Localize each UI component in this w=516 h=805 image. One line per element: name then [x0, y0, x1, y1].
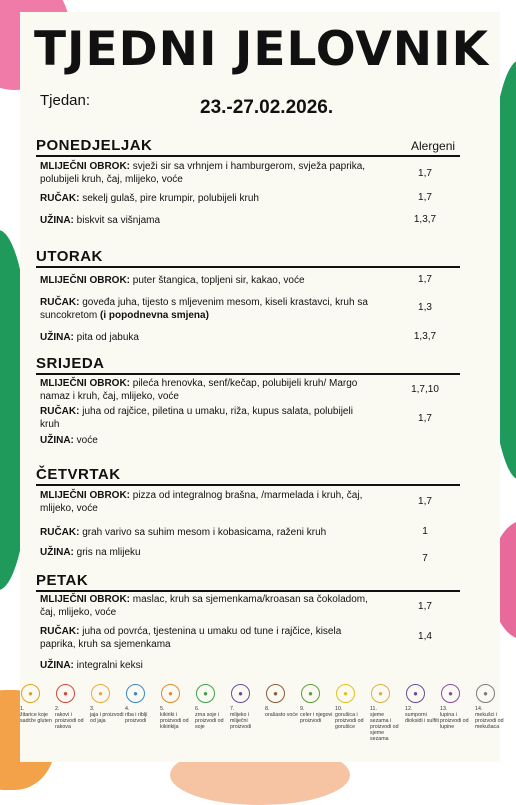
allergen-number: 4.	[125, 706, 130, 712]
divider	[36, 373, 460, 375]
fish-icon: ●	[126, 684, 145, 703]
allergen-text: gorušica i proizvodi od gorušice	[335, 712, 364, 730]
divider	[36, 266, 460, 268]
allergen-codes: 1,7	[418, 274, 432, 285]
sulphite-icon: ●	[406, 684, 425, 703]
day-heading: UTORAK	[36, 248, 103, 265]
meal-item: MLIJEČNI OBROK: puter štangica, topljeni sir, kakao, voće	[40, 275, 305, 286]
allergen-legend-item	[335, 684, 369, 730]
allergen-codes: 1,3	[418, 302, 432, 313]
allergen-codes: 1,7	[418, 168, 432, 179]
meal-item: RUČAK: goveđa juha, tijesto s mljevenim mesom, kiseli krastavci, kruh sa suncokretom (i popodnevna smjena)	[40, 297, 368, 321]
meal-item: UŽINA: voće	[40, 435, 98, 446]
allergen-number: 12.	[405, 706, 413, 712]
allergen-number: 8.	[265, 706, 270, 712]
allergen-number: 3.	[90, 706, 95, 712]
allergen-codes: 1,3,7	[413, 331, 437, 342]
allergen-text: kikiriki i proizvodi od kikirikija	[160, 712, 189, 730]
allergen-number: 6.	[195, 706, 200, 712]
allergen-text: zrna soje i proizvodi od soje	[195, 712, 224, 730]
meal-item: MLIJEČNI OBROK: maslac, kruh sa sjemenkama/kroasan sa čokoladom, čaj, mlijeko, voće	[40, 594, 368, 618]
allergen-codes: 1,7	[418, 496, 432, 507]
meal-item: RUČAK: juha od povrća, tjestenina u umaku od tune i rajčice, kisela paprika, kruh sa sjemenkama	[40, 626, 342, 650]
allergen-text: orašasto voće	[265, 712, 298, 718]
allergen-codes: 1,3,7	[413, 214, 437, 225]
allergen-codes: 1,7	[418, 413, 432, 424]
soy-icon: ●	[196, 684, 215, 703]
allergen-codes: 7	[422, 553, 428, 564]
day-heading: SRIJEDA	[36, 355, 105, 372]
allergen-text: rakovi i proizvodi od rakova	[55, 712, 84, 730]
allergen-legend-item	[440, 684, 474, 730]
allergen-number: 11.	[370, 706, 377, 712]
mustard-icon: ●	[336, 684, 355, 703]
peanut-icon: ●	[161, 684, 180, 703]
meal-item: MLIJEČNI OBROK: svježi sir sa vrhnjem i hamburgerom, svježa paprika, polubijeli kruh, čaj, mlijeko, voće	[40, 161, 366, 185]
allergen-legend-item	[230, 684, 264, 730]
allergen-legend-item	[405, 684, 439, 724]
allergen-number: 1.	[20, 706, 25, 712]
allergen-number: 7.	[230, 706, 235, 712]
crab-icon: ●	[56, 684, 75, 703]
allergen-text: žitarice koje sadrže gluten	[20, 712, 52, 724]
allergen-legend	[20, 684, 504, 744]
allergen-legend-item	[55, 684, 89, 730]
allergen-codes: 1	[422, 526, 428, 537]
allergen-number: 2.	[55, 706, 60, 712]
allergen-text: jaja i proizvodi od jaja	[90, 712, 124, 724]
allergen-number: 5.	[160, 706, 165, 712]
meal-item: MLIJEČNI OBROK: pizza od integralnog brašna, /marmelada i kruh, čaj, mlijeko, voće	[40, 490, 363, 514]
allergen-number: 14.	[475, 706, 483, 712]
allergen-number: 13.	[440, 706, 448, 712]
day-heading: PONEDJELJAK	[36, 137, 153, 154]
allergens-header: Alergeni	[411, 139, 456, 153]
allergen-number: 10.	[335, 706, 343, 712]
allergen-legend-item	[125, 684, 159, 724]
mollusc-icon: ●	[476, 684, 495, 703]
meal-item: UŽINA: integralni keksi	[40, 660, 143, 671]
meal-item: RUČAK: sekelj gulaš, pire krumpir, polubijeli kruh	[40, 193, 259, 204]
allergen-codes: 1,7,10	[411, 384, 439, 395]
allergen-legend-item	[475, 684, 509, 730]
meal-item: UŽINA: gris na mlijeku	[40, 547, 141, 558]
lupin-icon: ●	[441, 684, 460, 703]
divider	[36, 590, 460, 592]
nut-icon: ●	[266, 684, 285, 703]
allergen-codes: 1,4	[418, 631, 432, 642]
meal-item: MLIJEČNI OBROK: pileća hrenovka, senf/kečap, polubijeli kruh/ Margo namaz i kruh, čaj, mlijeko, voće	[40, 378, 358, 402]
day-heading: PETAK	[36, 572, 89, 589]
egg-icon: ●	[91, 684, 110, 703]
allergen-legend-item	[160, 684, 194, 730]
sesame-icon: ●	[371, 684, 390, 703]
allergen-text: lupina i proizvodi od lupine	[440, 712, 469, 730]
meal-item: UŽINA: pita od jabuka	[40, 332, 139, 343]
celery-icon: ●	[301, 684, 320, 703]
milk-icon: ●	[231, 684, 250, 703]
allergen-legend-item	[370, 684, 404, 742]
wheat-icon: ●	[21, 684, 40, 703]
allergen-text: sjeme sezama i proizvodi od sjeme sezama	[370, 712, 399, 742]
allergen-text: sumporni dioksidi i sulfiti	[405, 712, 439, 724]
allergen-text: mekušci i proizvodi od mekušaca	[475, 712, 504, 730]
week-dates: 23.-27.02.2026.	[200, 97, 334, 118]
meal-item: RUČAK: grah varivo sa suhim mesom i kobasicama, raženi kruh	[40, 527, 327, 538]
week-label: Tjedan:	[40, 92, 91, 109]
divider	[36, 155, 460, 157]
allergen-text: mlijeko i mliječni proizvodi	[230, 712, 252, 730]
divider	[36, 484, 460, 486]
meal-item: RUČAK: juha od rajčice, piletina u umaku, riža, kupus salata, polubijeli kruh	[40, 406, 353, 430]
meal-item: UŽINA: biskvit sa višnjama	[40, 215, 161, 226]
page-title: TJEDNI JELOVNIK	[34, 22, 490, 77]
day-heading: ČETVRTAK	[36, 466, 121, 483]
allergen-legend-item	[90, 684, 124, 724]
allergen-number: 9.	[300, 706, 305, 712]
allergen-text: riba i riblji proizvodi	[125, 712, 148, 724]
allergen-codes: 1,7	[418, 601, 432, 612]
allergen-codes: 1,7	[418, 192, 432, 203]
allergen-text: celer i njegovi proizvodi	[300, 712, 333, 724]
allergen-legend-item	[20, 684, 54, 724]
allergen-legend-item	[300, 684, 334, 724]
allergen-legend-item	[195, 684, 229, 730]
allergen-legend-item	[265, 684, 299, 718]
